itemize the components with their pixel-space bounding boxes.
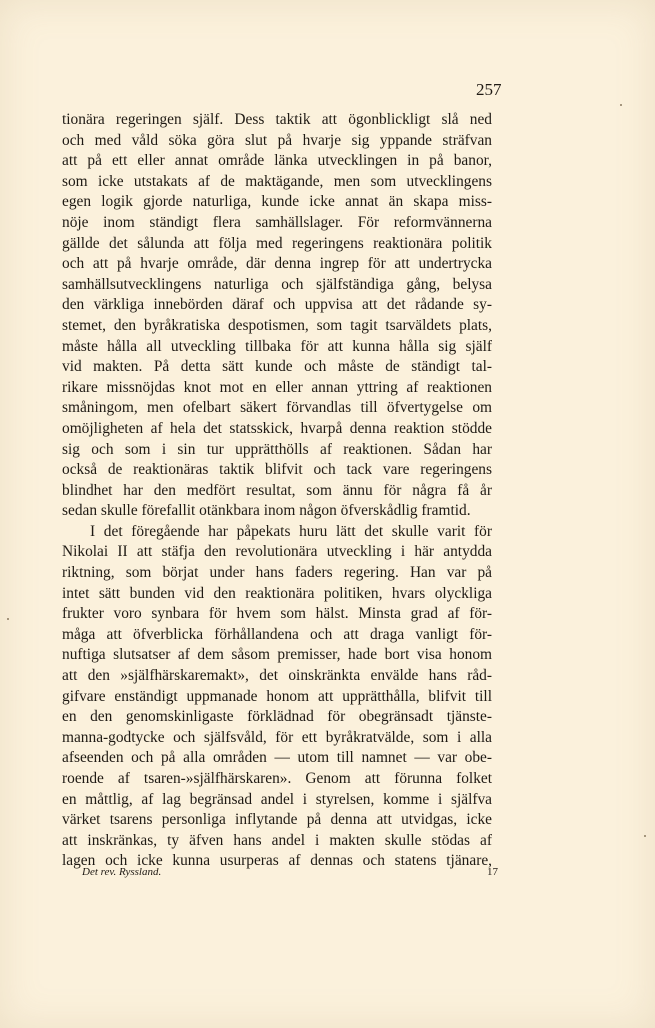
text-line: omöjligheten af hela det statsskick, hvarpå denna reaktion stödde (62, 419, 492, 437)
text-line: nöje inom ständigt flera samhällslager. För reformvännerna (62, 213, 492, 231)
text-line: att på ett eller annat område länka utvecklingen in på banor, (62, 152, 492, 170)
paper-speck (620, 104, 622, 106)
text-line: att den »själfhärskaremakt», det oinskränkta envälde hans råd- (62, 667, 492, 685)
text-line: nuftiga slutsatser af dem såsom premisser, hade bort visa honom (62, 646, 492, 664)
text-line: vid makten. På detta sätt kunde och måste de ständigt tal- (62, 358, 492, 376)
text-line: och att på hvarje område, där denna ingrep för att undertrycka (62, 255, 492, 273)
text-line: stemet, den byråkratiska despotismen, som tagit tsarväldets plats, (62, 316, 492, 334)
text-line: manna-godtycke och själfsvåld, för ett byråkratvälde, som i alla (62, 728, 492, 746)
text-line: blindhet har den medfört resultat, som ännu för några få år (62, 481, 492, 499)
text-line: den värkliga innebörden däraf och uppvisa att det rådande sy- (62, 296, 492, 314)
text-line: lagen och icke kunna usurperas af dennas och statens tjänare, (62, 852, 492, 870)
text-line: småningom, men ofelbart säkert förvandlas till öfvertygelse om (62, 399, 492, 417)
text-line: att inskränkas, ty äfven hans andel i makten skulle stödas af (62, 831, 492, 849)
text-line: värket tsarens personliga inflytande på denna att utvidgas, icke (62, 811, 492, 829)
text-line: Nikolai II att stäfja den revolutionära utveckling i här antydda (62, 543, 492, 561)
page-number: 257 (476, 80, 502, 99)
text-line: måga att öfverblicka förhållandena och att draga vanligt för- (62, 625, 492, 643)
text-line: I det föregående har påpekats huru lätt det skulle varit för (90, 522, 492, 540)
text-line: riktning, som börjat under hans faders regering. Han var på (62, 564, 492, 582)
text-line: en måttlig, af lag begränsad andel i styrelsen, komme i själfva (62, 790, 492, 808)
text-line: som icke utstakats af de maktägande, men som utvecklingens (62, 172, 492, 190)
text-line: frukter voro synbara för hvem som hälst. Minsta grad af för- (62, 605, 492, 623)
text-line: måste hålla all utveckling tillbaka för att kunna hålla sig själf (62, 337, 492, 355)
text-line: afseenden och på alla områden — utom till namnet — var obe- (62, 749, 492, 767)
body-text (62, 110, 492, 872)
text-line: sedan skulle förefallit otänkbara inom någon öfverskådlig framtid. (62, 502, 471, 520)
text-line: också de reaktionäras taktik blifvit och tack vare regeringens (62, 461, 492, 479)
text-line: sig och som i sin tur upprätthölls af reaktionen. Sådan har (62, 440, 492, 458)
text-line: egen logik gjorde naturliga, kunde icke annat än skapa miss- (62, 193, 492, 211)
text-line: en den genomskinligaste förklädnad för obegränsadt tjänste- (62, 708, 492, 726)
text-line: gällde det sålunda att följa med regeringens reaktionära politik (62, 234, 492, 252)
text-line: samhällsutvecklingens naturliga och själfständiga gång, belysa (62, 275, 492, 293)
text-line: rikare missnöjdas knot mot en eller annan yttring af reaktionen (62, 378, 492, 396)
footer-sheet-number: 17 (487, 866, 498, 878)
paper-speck (7, 618, 9, 620)
text-line: gifvare enständigt uppmanade honom att upprätthålla, blifvit till (62, 687, 492, 705)
text-line: och med våld söka göra slut på hvarje sig yppande sträfvan (62, 131, 492, 149)
text-line: tionära regeringen själf. Dess taktik att ögonblickligt slå ned (62, 111, 492, 128)
footer-signature: Det rev. Ryssland. (82, 866, 162, 878)
text-line: roende af tsaren-»själfhärskaren». Genom att förunna folket (62, 770, 492, 787)
paper-speck (644, 835, 646, 837)
text-line: intet sätt bunden vid den reaktionära politiken, hvars olyckliga (62, 584, 492, 602)
